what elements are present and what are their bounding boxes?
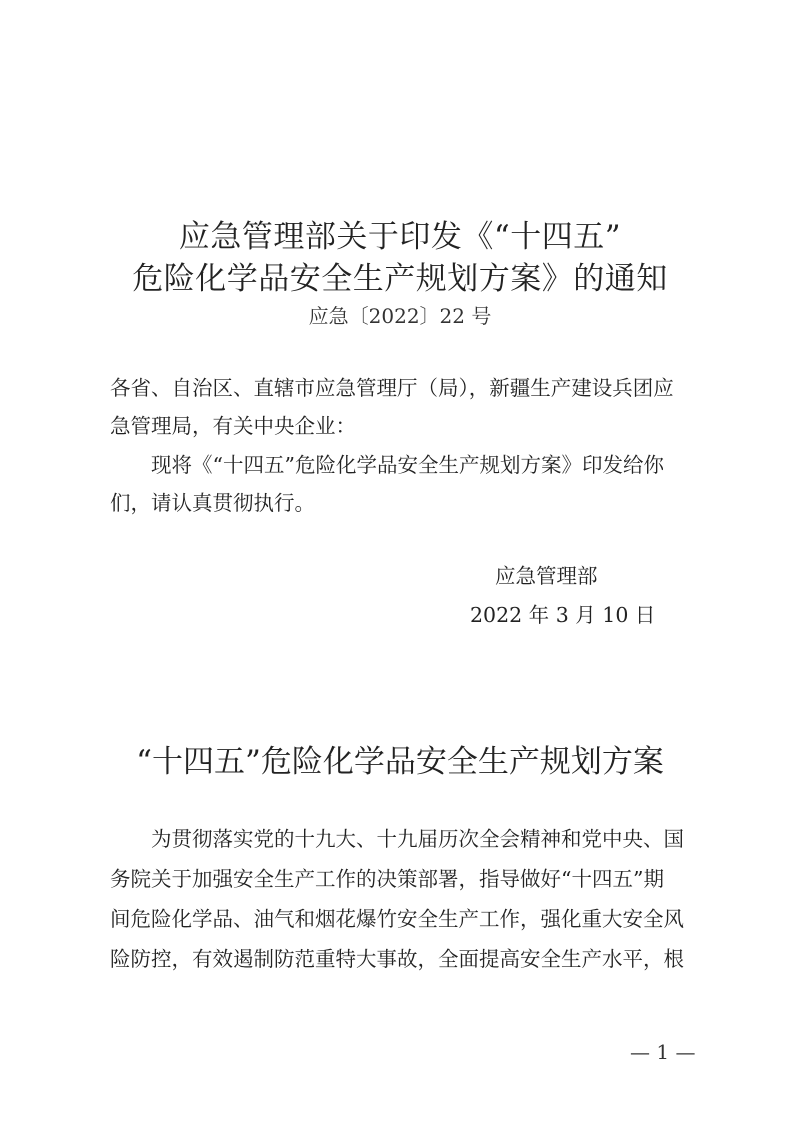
plan-title: “十四五”危险化学品安全生产规划方案 — [136, 744, 664, 780]
issue-date: 2022 年 3 月 10 日 — [470, 603, 656, 627]
plan-paragraph-line: 险防控，有效遏制防范重特大事故，全面提高安全生产水平，根 — [110, 947, 684, 971]
notice-title — [0, 216, 800, 300]
plan-paragraph-line: 为贯彻落实党的十九大、十九届历次全会精神和党中央、国 — [151, 827, 684, 851]
notice-body-line-2: 们，请认真贯彻执行。 — [110, 491, 315, 515]
addressee-line-2: 急管理局，有关中央企业： — [110, 414, 356, 438]
notice-title-line-1: 应急管理部关于印发《“十四五” — [178, 219, 622, 255]
notice-body-paragraph — [110, 446, 700, 522]
plan-paragraph-line: 间危险化学品、油气和烟花爆竹安全生产工作，强化重大安全风 — [110, 907, 684, 931]
addressee-line-1: 各省、自治区、直辖市应急管理厅（局），新疆生产建设兵团应 — [110, 376, 674, 400]
plan-paragraph — [110, 819, 700, 979]
addressee-paragraph — [110, 369, 700, 445]
plan-paragraph-line: 务院关于加强安全生产工作的决策部署，指导做好“十四五”期 — [110, 867, 664, 891]
notice-title-line-2: 危险化学品安全生产规划方案》的通知 — [132, 261, 668, 297]
page-number: — 1 — — [630, 1040, 696, 1064]
notice-body-line-1: 现将《“十四五”危险化学品安全生产规划方案》印发给你 — [151, 453, 664, 477]
document-number: 应急〔2022〕22 号 — [308, 304, 492, 328]
issuer-signature: 应急管理部 — [495, 564, 598, 588]
